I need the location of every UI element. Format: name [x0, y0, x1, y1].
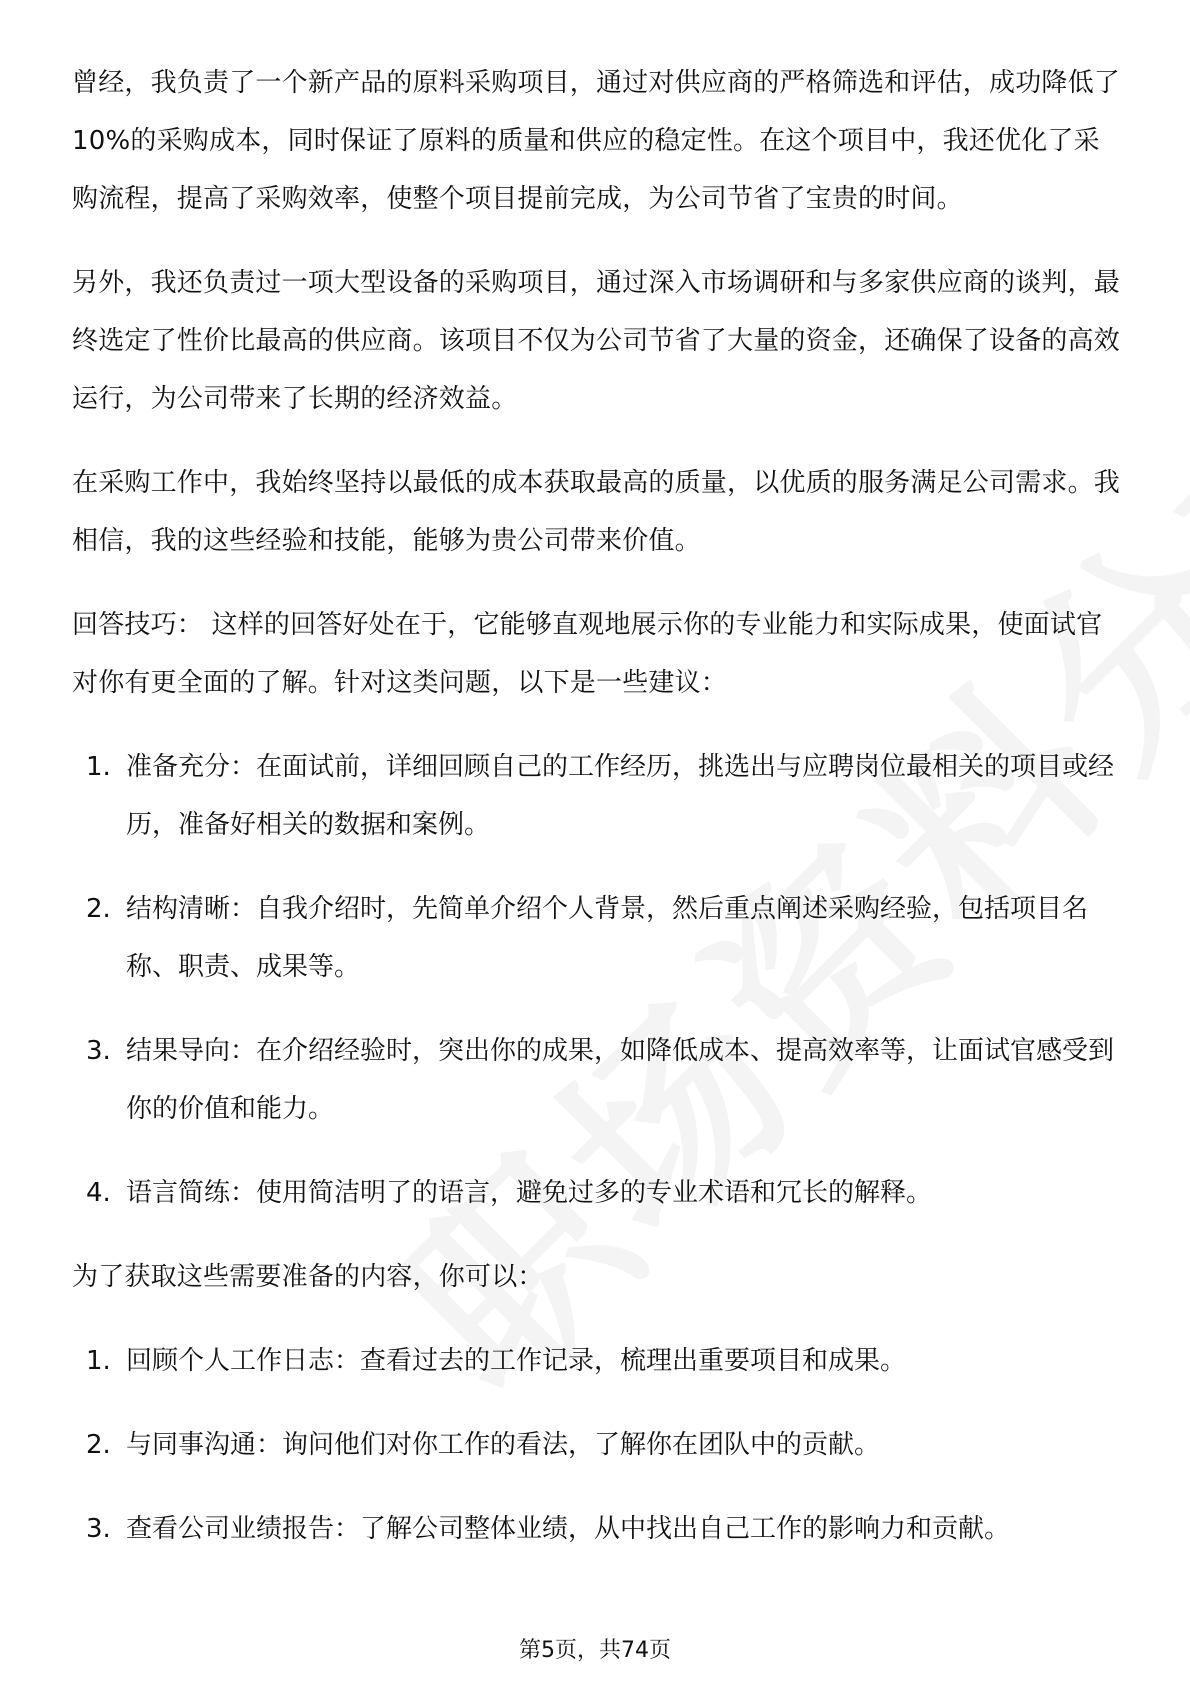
list-number: 2. — [86, 894, 111, 924]
document-body — [72, 54, 1120, 1584]
list-item — [72, 738, 1120, 854]
paragraph-project-2: 另外，我还负责过一项大型设备的采购项目，通过深入市场调研和与多家供应商的谈判，最终选定了性价比最高的供应商。该项目不仅为公司节省了大量的资金，还确保了设备的高效运行，为公司带来了长期的经济效益。 — [72, 268, 1121, 414]
list-item-text: 与同事沟通：询问他们对你工作的看法，了解你在团队中的贡献。 — [126, 1430, 881, 1460]
paragraph-summary: 在采购工作中，我始终坚持以最低的成本获取最高的质量，以优质的服务满足公司需求。我相信，我的这些经验和技能，能够为贵公司带来价值。 — [72, 468, 1121, 556]
list-item — [72, 1164, 1120, 1222]
list-number: 3. — [86, 1514, 111, 1544]
list-number: 1. — [86, 752, 111, 782]
page-footer — [0, 1636, 1190, 1666]
list-number: 2. — [86, 1430, 111, 1460]
list-item — [72, 1416, 1120, 1474]
prep-steps-list — [72, 1332, 1120, 1558]
list-item — [72, 880, 1120, 996]
list-item-text: 回顾个人工作日志：查看过去的工作记录，梳理出重要项目和成果。 — [126, 1346, 907, 1376]
list-item — [72, 1332, 1120, 1390]
page-number-label: 第5页，共74页 — [519, 1638, 671, 1663]
list-item — [72, 1500, 1120, 1558]
tips-list — [72, 738, 1120, 1222]
list-item-text: 语言简练：使用简洁明了的语言，避免过多的专业术语和冗长的解释。 — [126, 1178, 933, 1208]
list-number: 3. — [86, 1036, 111, 1066]
paragraph-prep-intro: 为了获取这些需要准备的内容，你可以： — [72, 1262, 544, 1292]
paragraph-project-1: 曾经，我负责了一个新产品的原料采购项目，通过对供应商的严格筛选和评估，成功降低了10%的采购成本，同时保证了原料的质量和供应的稳定性。在这个项目中，我还优化了采购流程，提高了采购效率，使整个项目提前完成，为公司节省了宝贵的时间。 — [72, 68, 1121, 214]
list-item-text: 查看公司业绩报告：了解公司整体业绩，从中找出自己工作的影响力和贡献。 — [126, 1514, 1011, 1544]
list-item-text: 准备充分：在面试前，详细回顾自己的工作经历，挑选出与应聘岗位最相关的项目或经历，准备好相关的数据和案例。 — [126, 752, 1115, 840]
paragraph-answer-tips: 回答技巧： 这样的回答好处在于，它能够直观地展示你的专业能力和实际成果，使面试官对你有更全面的了解。针对这类问题，以下是一些建议： — [72, 610, 1103, 698]
list-item-text: 结果导向：在介绍经验时，突出你的成果，如降低成本、提高效率等，让面试官感受到你的价值和能力。 — [126, 1036, 1115, 1124]
list-item-text: 结构清晰：自我介绍时，先简单介绍个人背景，然后重点阐述采购经验，包括项目名称、职责、成果等。 — [126, 894, 1089, 982]
list-number: 4. — [86, 1178, 111, 1208]
list-number: 1. — [86, 1346, 111, 1376]
list-item — [72, 1022, 1120, 1138]
